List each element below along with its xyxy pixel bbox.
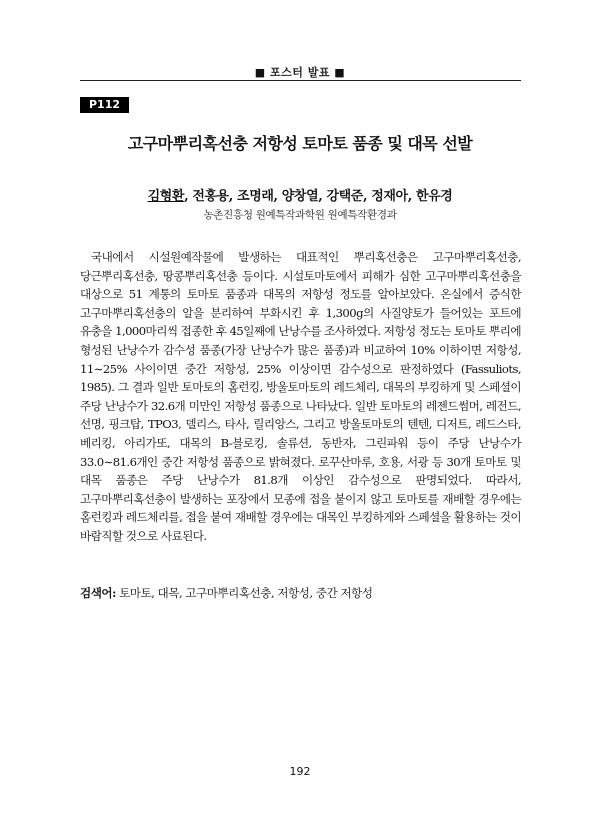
section-header: ■ 포스터 발표 ■ bbox=[254, 66, 346, 79]
author-list bbox=[60, 185, 540, 204]
paper-title: 고구마뿌리혹선충 저항성 토마토 품종 및 대목 선발 bbox=[127, 134, 473, 153]
affiliation: 농촌진흥청 원예특작과학원 원예특작환경과 bbox=[203, 209, 397, 221]
keywords-terms: 토마토, 대목, 고구마뿌리혹선충, 저항성, 중간 저항성 bbox=[119, 586, 373, 600]
presenting-author: 김형환 bbox=[147, 189, 185, 204]
poster-id-badge: P112 bbox=[80, 97, 129, 113]
keywords-label: 검색어: bbox=[80, 586, 116, 600]
keywords bbox=[80, 585, 521, 601]
page-number: 192 bbox=[289, 765, 311, 778]
abstract-body: 국내에서 시설원예작물에 발생하는 대표적인 뿌리혹선충은 고구마뿌리혹선충, 당근뿌리혹선충, 땅콩뿌리혹선충 등이다. 시설토마토에서 피해가 심한 고구마뿌리혹선충을 대상으로 51 계통의 토마토 품종과 대목의 저항성 정도를 알아보았다. 온실에서 증식한 고구마뿌리혹선충의 알을 분리하여 부화시킨 후 1,300g의 사질양토가 들어있는 포트에 유충을 1,000마리씩 접종한 후 45일째에 난낭수를 조사하였다. 저항성 정도는 토마토 뿌리에 형성된 난낭수가 감수성 품종(가장 난낭수가 많은 품종)과 비교하여 10% 이하이면 저항성, 11∼25% 사이이면 중간 저항성, 25% 이상이면 감수성으로 판정하였다 (Fassuliots, 1985). 그 결과 일반 토마토의 홈런킹, 방울토마토의 레드체리, 대목의 부킹하게 및 스페셜이 주당 난낭수가 32.6개 미만인 저항성 품종으로 나타났다. 일반 토마토의 레젠드썸머, 레전드, 선명, 핑크탑, TPO3, 델리스, 타사, 릴리앙스, 그리고 방울토마토의 텐텐, 디저트, 레드스타, 베리킹, 아리가또, 대목의 B-블로킹, 솔류션, 동반자, 그린파워 등이 주당 난낭수가 33.0∼81.6개인 중간 저항성 품종으로 밝혀졌다. 로꾸산마루, 호용, 서광 등 30개 토마토 및 대목 품종은 주당 난낭수가 81.8개 이상인 감수성으로 판명되었다. 따라서, 고구마뿌리혹선충이 발생하는 포장에서 모종에 접을 붙이지 않고 토마토를 재배할 경우에는 홈런킹과 레드체리를, 접을 붙여 재배할 경우에는 대목인 부킹하게와 스페셜을 활용하는 것이 바람직할 것으로 사료된다. bbox=[80, 250, 521, 543]
header-divider bbox=[80, 80, 521, 81]
co-authors: , 전홍용, 조명래, 양창열, 강택준, 정재아, 한유경 bbox=[184, 189, 453, 204]
